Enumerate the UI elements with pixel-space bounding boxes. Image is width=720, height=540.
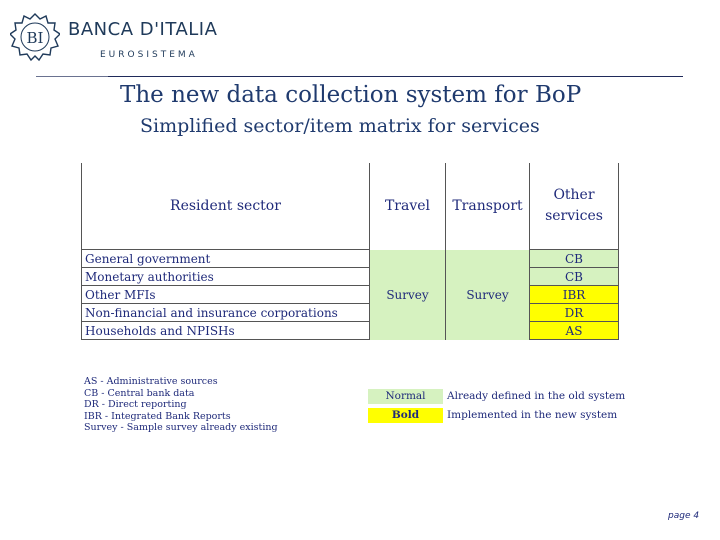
page-title: The new data collection system for BoP: [120, 82, 582, 108]
matrix-header-row: [82, 163, 619, 250]
header-rule-short: [36, 76, 108, 77]
legend-swatch-normal: Normal: [368, 389, 443, 404]
transport-cell: Survey: [446, 250, 530, 340]
sector-cell: Monetary authorities: [82, 268, 370, 286]
header-resident-sector: Resident sector: [82, 163, 370, 250]
other-services-cell: CB: [530, 250, 619, 268]
other-services-cell: CB: [530, 268, 619, 286]
bank-seal-icon: [10, 12, 60, 64]
header-other-services-label: Other services: [545, 187, 603, 224]
header-rule: [108, 76, 683, 77]
abbreviation-item: DR - Direct reporting: [84, 399, 187, 411]
header-travel: Travel: [370, 163, 446, 250]
other-services-cell: AS: [530, 322, 619, 340]
table-row: [82, 322, 619, 340]
other-services-cell: DR: [530, 304, 619, 322]
legend-description: Already defined in the old system: [447, 390, 626, 402]
header-other-services: [530, 163, 619, 250]
abbreviation-item: CB - Central bank data: [84, 387, 195, 399]
banca-ditalia-logo: [10, 12, 220, 68]
abbreviation-item: IBR - Integrated Bank Reports: [84, 410, 231, 422]
table-row: [82, 304, 619, 322]
legend-description: Implemented in the new system: [447, 409, 618, 421]
page-subtitle: Simplified sector/item matrix for services: [140, 115, 540, 137]
sector-cell: Other MFIs: [82, 286, 370, 304]
logo-mark: BI: [26, 29, 44, 47]
header-transport: Transport: [446, 163, 530, 250]
page-number: page 4: [668, 511, 700, 521]
other-services-cell: IBR: [530, 286, 619, 304]
abbreviation-item: Survey - Sample survey already existing: [84, 422, 278, 434]
sector-cell: General government: [82, 250, 370, 268]
travel-cell: Survey: [370, 250, 446, 340]
abbreviation-item: AS - Administrative sources: [84, 376, 218, 387]
legend-swatch-bold: Bold: [368, 408, 443, 423]
table-row: [82, 268, 619, 286]
sector-cell: Non-financial and insurance corporations: [82, 304, 370, 322]
sector-item-matrix: [81, 163, 619, 340]
sector-cell: Households and NPISHs: [82, 322, 370, 340]
table-row: [82, 286, 619, 304]
abbreviation-list: [84, 376, 278, 434]
logo-subtitle: EUROSISTEMA: [100, 50, 198, 60]
table-row: [82, 250, 619, 268]
logo-name: BANCA D'ITALIA: [68, 19, 218, 40]
